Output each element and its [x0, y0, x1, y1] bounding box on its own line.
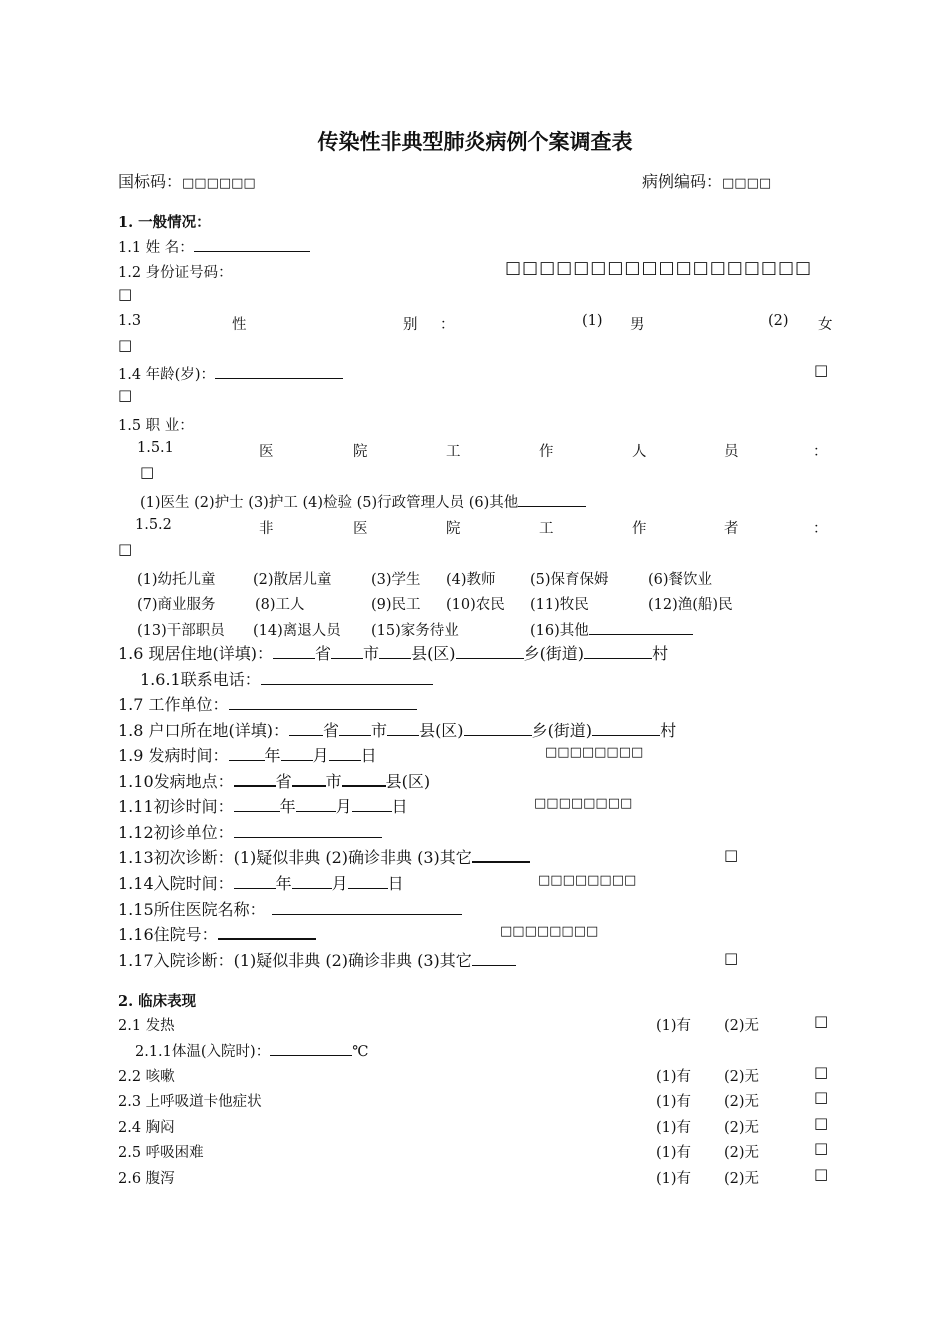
gb-code: [118, 169, 256, 192]
onset-date-boxes[interactable]: □□□□□□□□: [545, 745, 644, 760]
residence-town-field[interactable]: [456, 644, 524, 659]
symptom-yes: (1)有: [656, 1094, 692, 1110]
occupation-option: (9)民工: [371, 597, 421, 613]
q-medical-char: 作: [539, 444, 554, 460]
sex-opt2-num: (2): [768, 313, 789, 329]
day-label: 日: [387, 874, 404, 893]
q-hospital-name: [118, 897, 462, 920]
household-town-field[interactable]: [464, 721, 532, 736]
q-age-label: 1.4 年龄(岁)：: [118, 367, 215, 383]
medical-box[interactable]: □: [140, 463, 155, 481]
q-admission-date-label: 1.14入院时间：: [118, 874, 234, 893]
first-diagnosis-box[interactable]: □: [724, 846, 739, 864]
q-nonmedical-char: 工: [539, 521, 554, 537]
q-first-visit-unit-label: 1.12初诊单位：: [118, 823, 234, 842]
symptom-yes: (1)有: [656, 1171, 692, 1187]
onset-day-field[interactable]: [329, 746, 361, 761]
month-label: 月: [335, 797, 352, 816]
q-hospital-number: [118, 922, 316, 945]
q-first-diagnosis: [118, 845, 530, 868]
q-household-label: 1.8 户口所在地(详填)：: [118, 721, 290, 740]
sex-opt2-label: 女: [818, 317, 833, 333]
q-temperature: [135, 1040, 368, 1061]
year-label: 年: [279, 797, 296, 816]
residence-city-field[interactable]: [331, 644, 363, 659]
residence-province-field[interactable]: [273, 644, 315, 659]
case-code-boxes[interactable]: □□□□: [722, 176, 772, 191]
first-visit-date-boxes[interactable]: □□□□□□□□: [534, 796, 633, 811]
q-admission-diagnosis: [118, 948, 516, 971]
q-temperature-label: 2.1.1体温(入院时)：: [135, 1044, 271, 1060]
q-nonmedical-char: 者: [724, 521, 739, 537]
q-first-visit-date: [118, 794, 408, 817]
age-field[interactable]: [215, 364, 343, 379]
occupation-option: (1)幼托儿童: [137, 572, 216, 588]
q-first-visit-date-label: 1.11初诊时间：: [118, 797, 234, 816]
id-extra-box[interactable]: □: [118, 285, 133, 303]
temperature-field[interactable]: [270, 1041, 352, 1056]
q-residence: [118, 641, 668, 664]
case-code: [642, 169, 771, 192]
first-diagnosis-other-field[interactable]: [472, 847, 530, 863]
occupation-option: (15)家务待业: [371, 623, 459, 639]
q-medical-char: 员: [724, 444, 739, 460]
q-sex-num: 1.3: [118, 313, 142, 329]
occupation-option: (10)农民: [446, 597, 505, 613]
occupation-option: (6)餐饮业: [648, 572, 713, 588]
symptom-yes: (1)有: [656, 1120, 692, 1136]
symptom-box[interactable]: □: [814, 1012, 829, 1030]
q-onset-date: [118, 743, 377, 766]
symptom-box[interactable]: □: [814, 1114, 829, 1132]
residence-county-field[interactable]: [379, 644, 411, 659]
hospital-number-boxes[interactable]: □□□□□□□□: [500, 924, 599, 939]
gb-code-label: 国标码：: [118, 172, 183, 191]
q-medical-char: 医: [259, 444, 274, 460]
symptom-no: (2)无: [724, 1145, 760, 1161]
q-onset-date-label: 1.9 发病时间：: [118, 746, 229, 765]
onset-city-field[interactable]: [292, 771, 326, 787]
q-hospital-name-label: 1.15所住医院名称：: [118, 900, 266, 919]
onset-year-field[interactable]: [229, 746, 265, 761]
symptom-box[interactable]: □: [814, 1165, 829, 1183]
q-phone: [140, 667, 433, 690]
onset-county-field[interactable]: [342, 771, 386, 787]
occupation-other: [530, 619, 693, 640]
q-workplace: [118, 692, 417, 715]
q-first-visit-unit: [118, 820, 382, 843]
household-county-field[interactable]: [387, 721, 419, 736]
sex-box[interactable]: □: [118, 336, 133, 354]
occupation-option: (11)牧民: [530, 597, 589, 613]
year-label: 年: [275, 874, 292, 893]
occupation-option: (4)教师: [446, 572, 496, 588]
first-visit-day-field[interactable]: [352, 797, 392, 812]
q-sex-char2: 别: [403, 317, 418, 333]
phone-field[interactable]: [261, 670, 433, 685]
county-label: 县(区): [385, 772, 431, 791]
workplace-field[interactable]: [229, 695, 417, 710]
q-phone-label: 1.6.1联系电话：: [140, 670, 261, 689]
first-visit-year-field[interactable]: [234, 797, 280, 812]
province-label: 省: [315, 644, 332, 663]
county-label: 县(区): [411, 644, 456, 663]
year-label: 年: [264, 746, 281, 765]
q-hospital-number-label: 1.16住院号：: [118, 925, 218, 944]
q-medical-num: 1.5.1: [137, 440, 174, 456]
section1-heading: 1. 一般情况：: [118, 214, 211, 231]
q-onset-place: [118, 769, 430, 792]
occupation-option: (8)工人: [255, 597, 305, 613]
village-label: 村: [652, 644, 669, 663]
hospital-number-field[interactable]: [218, 924, 316, 940]
occupation-other-label: (16)其他: [530, 623, 589, 639]
q-medical-char: 院: [353, 444, 368, 460]
admission-diagnosis-box[interactable]: □: [724, 949, 739, 967]
q-household: [118, 718, 676, 741]
admission-year-field[interactable]: [234, 874, 276, 889]
q-sex-char1: 性: [232, 317, 247, 333]
symptom-label: 2.4 胸闷: [118, 1120, 175, 1136]
symptom-box[interactable]: □: [814, 1088, 829, 1106]
q-medical-char: 人: [632, 444, 647, 460]
symptom-yes: (1)有: [656, 1145, 692, 1161]
occupation-option: (14)离退人员: [253, 623, 341, 639]
q-name-label: 1.1 姓 名：: [118, 240, 194, 256]
name-field[interactable]: [194, 237, 310, 252]
admission-day-field[interactable]: [348, 874, 388, 889]
town-label: 乡(街道): [523, 644, 585, 663]
occupation-option: (5)保育保姆: [530, 572, 609, 588]
q-nonmedical-char: 医: [353, 521, 368, 537]
q-medical-char: ：: [813, 444, 828, 460]
city-label: 市: [371, 721, 388, 740]
occupation-option: (3)学生: [371, 572, 421, 588]
q-admission-diagnosis-label: 1.17入院诊断：(1)疑似非典 (2)确诊非典 (3)其它: [118, 951, 472, 970]
q-workplace-label: 1.7 工作单位：: [118, 695, 229, 714]
q-name: [118, 236, 310, 257]
symptom-no: (2)无: [724, 1069, 760, 1085]
symptom-box[interactable]: □: [814, 1139, 829, 1157]
symptom-yes: (1)有: [656, 1069, 692, 1085]
first-visit-month-field[interactable]: [296, 797, 336, 812]
onset-province-field[interactable]: [234, 771, 276, 787]
q-residence-label: 1.6 现居住地(详填)：: [118, 644, 274, 663]
q-medical-char: 工: [446, 444, 461, 460]
symptom-label: 2.6 腹泻: [118, 1171, 175, 1187]
household-village-field[interactable]: [592, 721, 660, 736]
onset-month-field[interactable]: [281, 746, 313, 761]
q-admission-date: [118, 871, 404, 894]
q-nonmedical-char: ：: [813, 521, 828, 537]
symptom-no: (2)无: [724, 1094, 760, 1110]
admission-diagnosis-other-field[interactable]: [472, 951, 516, 966]
day-label: 日: [360, 746, 377, 765]
age-box-2[interactable]: □: [118, 386, 133, 404]
occupation-option: (7)商业服务: [137, 597, 216, 613]
q-nonmedical-char: 院: [446, 521, 461, 537]
q-first-diagnosis-label: 1.13初次诊断：(1)疑似非典 (2)确诊非典 (3)其它: [118, 848, 472, 867]
q-age: [118, 363, 343, 384]
sex-opt1-num: (1): [582, 313, 603, 329]
q-id-label: 1.2 身份证号码：: [118, 265, 233, 281]
symptom-no: (2)无: [724, 1018, 760, 1034]
temperature-unit: ℃: [352, 1044, 369, 1060]
month-label: 月: [331, 874, 348, 893]
occupation-option: (12)渔(船)民: [648, 597, 733, 613]
province-label: 省: [275, 772, 292, 791]
symptom-no: (2)无: [724, 1171, 760, 1187]
q-sex-colon: ：: [440, 317, 455, 333]
medical-other-field[interactable]: [518, 492, 586, 507]
age-box-1[interactable]: □: [814, 361, 829, 379]
household-province-field[interactable]: [289, 721, 323, 736]
first-visit-unit-field[interactable]: [234, 823, 382, 838]
symptom-yes: (1)有: [656, 1018, 692, 1034]
medical-options: [140, 491, 586, 512]
month-label: 月: [312, 746, 329, 765]
gb-code-boxes[interactable]: □□□□□□: [182, 176, 256, 191]
village-label: 村: [660, 721, 677, 740]
q-onset-place-label: 1.10发病地点：: [118, 772, 234, 791]
symptom-box[interactable]: □: [814, 1063, 829, 1081]
county-label: 县(区): [419, 721, 464, 740]
symptom-label: 2.5 呼吸困难: [118, 1145, 204, 1161]
city-label: 市: [325, 772, 342, 791]
occupation-other-field[interactable]: [589, 620, 693, 635]
town-label: 乡(街道): [531, 721, 593, 740]
id-number-boxes[interactable]: □□□□□□□□□□□□□□□□□□: [505, 258, 813, 278]
occupation-option: (2)散居儿童: [253, 572, 332, 588]
symptom-label: 2.1 发热: [118, 1018, 175, 1034]
medical-options-text: (1)医生 (2)护士 (3)护工 (4)检验 (5)行政管理人员 (6)其他: [140, 495, 519, 511]
occupation-option: (13)干部职员: [137, 623, 225, 639]
page-title: 传染性非典型肺炎病例个案调查表: [317, 129, 633, 154]
symptom-label: 2.2 咳嗽: [118, 1069, 175, 1085]
q-nonmedical-char: 作: [632, 521, 647, 537]
province-label: 省: [323, 721, 340, 740]
admission-month-field[interactable]: [292, 874, 332, 889]
residence-village-field[interactable]: [584, 644, 652, 659]
q-nonmedical-num: 1.5.2: [135, 517, 172, 533]
q-occupation: 1.5 职 业：: [118, 418, 194, 434]
city-label: 市: [363, 644, 380, 663]
symptom-label: 2.3 上呼吸道卡他症状: [118, 1094, 262, 1110]
section2-heading: 2. 临床表现: [118, 993, 197, 1010]
symptom-no: (2)无: [724, 1120, 760, 1136]
q-nonmedical-char: 非: [259, 521, 274, 537]
sex-opt1-label: 男: [630, 317, 645, 333]
day-label: 日: [391, 797, 408, 816]
nonmedical-box[interactable]: □: [118, 540, 133, 558]
hospital-name-field[interactable]: [272, 900, 462, 915]
case-code-label: 病例编码：: [642, 172, 723, 191]
admission-date-boxes[interactable]: □□□□□□□□: [538, 873, 637, 888]
household-city-field[interactable]: [339, 721, 371, 736]
